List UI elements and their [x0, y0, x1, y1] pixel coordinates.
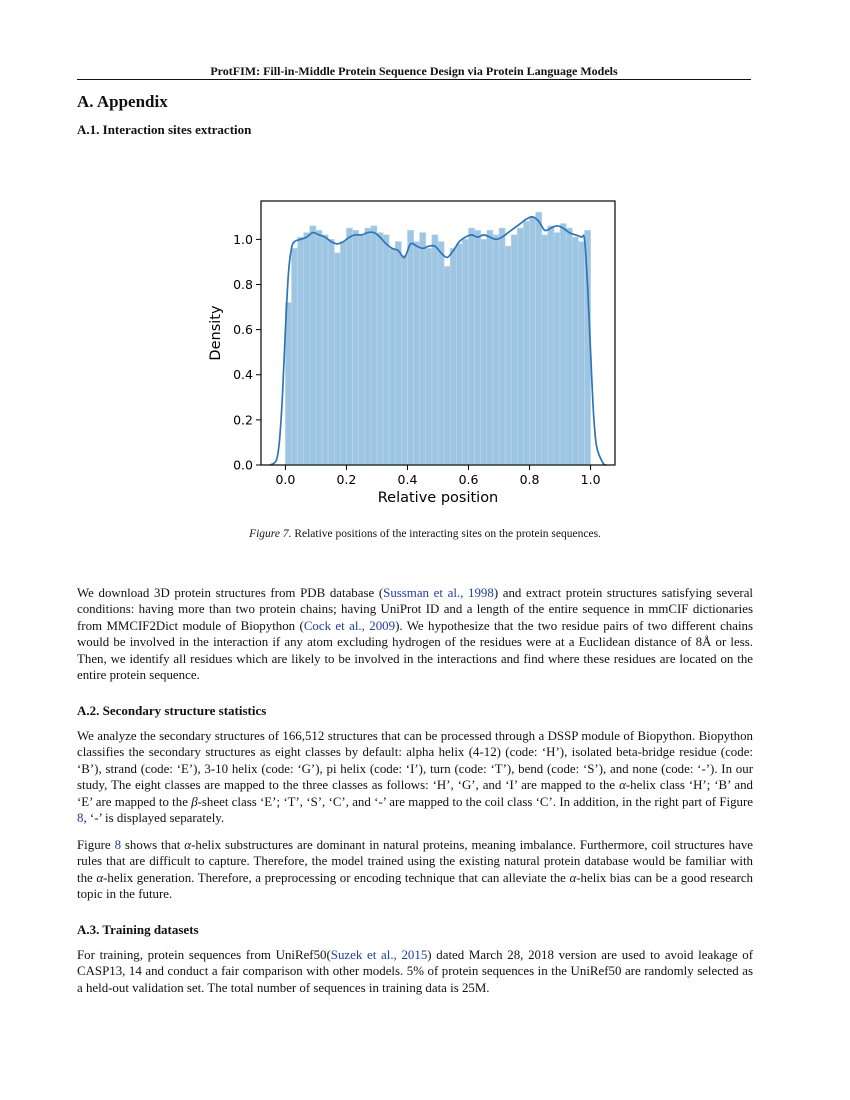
para2-text-4: , ‘-’ is displayed separately.	[83, 811, 225, 826]
histogram-bar	[432, 235, 438, 465]
paragraph-training-datasets	[77, 947, 753, 996]
para1-text-2: ) and extract protein structures satisfying several conditions: having more than two protein chains; having UniProt ID and a length of the entire sequence in mmCIF dictionaries from MMCIF2Dict module of Biopython (	[77, 586, 753, 633]
x-tick-label: 0.2	[336, 472, 357, 487]
alpha-symbol: α	[96, 870, 104, 885]
section-a3-heading: A.3. Training datasets	[77, 922, 199, 937]
histogram-bar	[530, 217, 536, 465]
histogram-bar	[346, 228, 352, 465]
histogram-bar	[426, 248, 432, 465]
histogram-bar	[548, 226, 554, 465]
x-tick-label: 1.0	[580, 472, 601, 487]
paragraph-secondary-structure	[77, 728, 753, 826]
histogram-bar	[292, 248, 298, 465]
y-tick-label: 0.4	[233, 367, 253, 383]
histogram-bar	[414, 242, 420, 465]
alpha-symbol: α	[619, 778, 626, 793]
x-tick-label: 0.0	[275, 472, 296, 487]
histogram-bar	[536, 212, 542, 465]
para2-text-1: We analyze the secondary structures of 166,512 structures that can be processed through a DSSP module of Biopython. Biopython classifies the secondary structures as eight classes by default: alpha helix (4-12) (code: ‘H’), isolated beta-bridge residue (code: ‘B’), strand (code: ‘E’), 3-10 helix (code: ‘G’), pi helix (code: ‘I’), turn (code: ‘T’), bend (code: ‘S’), and none (code: ‘-’). In our study, The eight classes are mapped to the three classes as follows: ‘H’, ‘G’, and ‘I’ are mapped to the	[77, 729, 753, 793]
histogram-bar	[505, 246, 511, 465]
para3-text-4: -helix generation. Therefore, a preprocessing or encoding technique that can alleviate the	[103, 870, 570, 885]
histogram-bar	[401, 255, 407, 465]
histogram-bar	[322, 235, 328, 465]
histogram-bar	[469, 228, 475, 465]
y-tick-label: 1.0	[233, 231, 253, 247]
citation-sussman-1998[interactable]: Sussman et al., 1998	[383, 586, 494, 600]
para3-text-5: -helix bias can be a good research topic in the future.	[77, 870, 753, 902]
histogram-bar	[298, 237, 304, 465]
histogram-bar	[444, 266, 450, 465]
histogram-bar	[499, 228, 505, 465]
para1-text-1: We download 3D protein structures from PDB database (	[77, 586, 384, 600]
histogram-bar	[511, 235, 517, 465]
figure-8-ref[interactable]: 8	[77, 811, 84, 826]
histogram-bar	[475, 230, 481, 465]
histogram-bar	[365, 228, 371, 465]
histogram-bar	[572, 237, 578, 465]
figure-7-caption	[0, 528, 850, 540]
histogram-bar	[481, 239, 487, 465]
y-tick-label: 0.8	[233, 276, 253, 292]
histogram-bar	[371, 226, 377, 465]
alpha-symbol: α	[184, 838, 192, 852]
citation-suzek-2015[interactable]: Suzek et al., 2015	[330, 948, 428, 962]
para3-text-1: Figure	[77, 838, 115, 852]
y-axis-label: Density	[208, 305, 224, 361]
section-a2-heading: A.2. Secondary structure statistics	[77, 703, 267, 718]
paragraph-helix-dominance	[77, 837, 753, 903]
y-axis-ticks	[233, 232, 261, 473]
y-tick-label: 0.2	[233, 412, 253, 428]
running-title: ProtFIM: Fill-in-Middle Protein Sequence Design via Protein Language Models	[210, 64, 618, 78]
para3-text-3: -helix substructures are dominant in natural proteins, meaning imbalance. Furthermore, coil structures have rules that are difficult to capture. Therefore, the model trained using the existing natural protein database would be familiar with the	[77, 838, 753, 885]
histogram-bar	[578, 242, 584, 465]
histogram-bar	[493, 235, 499, 465]
histogram-bar	[334, 253, 340, 465]
x-tick-label: 0.8	[519, 472, 540, 487]
histogram-bar	[389, 248, 395, 465]
histogram-bar	[304, 233, 310, 465]
paragraph-interaction-sites	[77, 585, 753, 683]
histogram-bar	[359, 235, 365, 465]
citation-cock-2009[interactable]: Cock et al., 2009	[303, 618, 396, 633]
y-tick-label: 0.6	[233, 322, 253, 338]
figure-7-label: Figure 7.	[249, 528, 292, 540]
histogram-bar	[377, 233, 383, 465]
para2-text-2: -helix class ‘H’; ‘B’ and ‘E’ are mapped to the	[77, 778, 753, 809]
header-rule	[77, 79, 751, 80]
appendix-title: A. Appendix	[77, 92, 168, 111]
histogram-bar	[450, 248, 456, 465]
section-a1-heading: A.1. Interaction sites extraction	[77, 122, 252, 137]
histogram-bar	[420, 233, 426, 465]
beta-symbol: β	[191, 794, 198, 809]
x-tick-label: 0.4	[397, 472, 418, 487]
x-tick-label: 0.6	[458, 472, 479, 487]
para2-text-3: -sheet class ‘E’; ‘T’, ‘S’, ‘C’, and ‘-’ are mapped to the coil class ‘C’. In addition, in the right part of Figure	[197, 794, 754, 809]
para3-text-2: shows that	[121, 838, 185, 852]
histogram-bar	[328, 239, 334, 465]
histogram-bar	[383, 235, 389, 465]
histogram-bar	[542, 235, 548, 465]
histogram-bar	[462, 239, 468, 465]
x-axis-ticks	[275, 465, 600, 487]
histogram-bar	[316, 230, 322, 465]
para1-text-3: ). We hypothesize that the two residue pairs of two different chains would be involved in the interaction if any atom excluding hydrogen of the residues were at a Euclidean distance of 8Å or less. Then, we identify all residues which are likely to be involved in the interactions and find where these residues are located on the entire protein sequence.	[77, 618, 753, 683]
histogram-bar	[340, 242, 346, 465]
para4-text-1: For training, protein sequences from UniRef50(	[77, 948, 331, 962]
histogram-bar	[353, 230, 359, 465]
histogram-bar	[310, 226, 316, 465]
histogram-bar	[395, 242, 401, 465]
figure-7-caption-text: Relative positions of the interacting sites on the protein sequences.	[294, 528, 601, 540]
histogram-bar	[438, 242, 444, 465]
histogram-bar	[560, 224, 566, 465]
figure-8-ref[interactable]: 8	[114, 838, 122, 852]
para4-text-2: ) dated March 28, 2018 version are used to avoid leakage of CASP13, 14 and conduct a fair comparison with other models. 5% of protein sequences in the UniRef50 are randomly selected as a held-out validation set. The total number of sequences in training data is 25M.	[77, 948, 753, 995]
histogram-bar	[523, 221, 529, 465]
histogram-bar	[566, 228, 572, 465]
histogram-bar	[407, 230, 413, 465]
y-tick-label: 0.0	[233, 457, 253, 473]
histogram-bar	[554, 233, 560, 465]
histogram-bar	[487, 230, 493, 465]
alpha-symbol: α	[569, 870, 577, 885]
histogram-bar	[517, 228, 523, 465]
histogram-bar	[456, 244, 462, 465]
density-histogram-figure	[190, 190, 630, 510]
x-axis-label: Relative position	[377, 490, 499, 506]
